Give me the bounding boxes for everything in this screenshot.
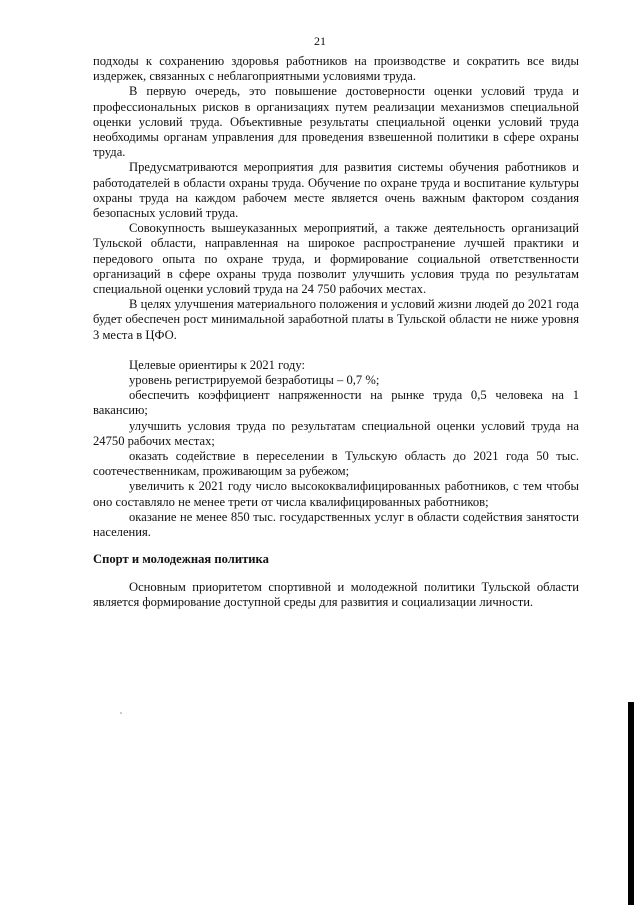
page-number: 21 bbox=[314, 34, 326, 48]
target-item: уровень регистрируемой безработицы – 0,7 %; bbox=[129, 373, 380, 388]
target-item: увеличить к 2021 году число высококвалифицированных работников, с тем чтобы оно составляло не менее трети от числа квалифицированных работников; bbox=[93, 479, 579, 509]
target-item: обеспечить коэффициент напряженности на рынке труда 0,5 человека на 1 вакансию; bbox=[93, 388, 579, 418]
target-item: оказать содействие в переселении в Тульскую область до 2021 года 50 тыс. соотечественникам, проживающим за рубежом; bbox=[93, 449, 579, 479]
targets-heading: Целевые ориентиры к 2021 году: bbox=[129, 357, 305, 372]
target-item: оказание не менее 850 тыс. государственных услуг в области содействия занятости населения. bbox=[93, 509, 579, 540]
scan-edge-bar bbox=[628, 702, 634, 905]
paragraph-summary: Совокупность вышеуказанных мероприятий, а также деятельность организаций Тульской области, направленная на широкое распространение лучшей практики и передового опыта по охране труда, и формирование социальной ответственности организаций в сфере охраны труда позволит улучшить условия труда по результатам специальной оценки условий труда на 24 750 рабочих местах. bbox=[93, 221, 579, 297]
paragraph-training: Предусматриваются мероприятия для развития системы обучения работников и работодателей в области охраны труда. Обучение по охране труда и воспитание культуры охраны труда на каждом рабочем месте является очень важным фактором создания безопасных условий труда. bbox=[93, 160, 579, 221]
scan-speck bbox=[120, 712, 122, 714]
section-heading: Спорт и молодежная политика bbox=[93, 552, 269, 567]
page-content bbox=[93, 54, 579, 610]
section-paragraph: Основным приоритетом спортивной и молодежной политики Тульской области является формирование доступной среды для развития и социализации личности. bbox=[93, 579, 579, 609]
target-item: улучшить условия труда по результатам специальной оценки условий труда на 24750 рабочих местах; bbox=[93, 418, 579, 448]
paragraph-assessment: В первую очередь, это повышение достоверности оценки условий труда и профессиональных рисков в организациях путем реализации механизмов специальной оценки условий труда. Объективные результаты специальной оценки условий труда необходимы органам управления для проведения взвешенной политики в сфере охраны труда. bbox=[93, 84, 579, 160]
paragraph-wages: В целях улучшения материального положения и условий жизни людей до 2021 года будет обеспечен рост минимальной заработной платы в Тульской области не ниже уровня 3 места в ЦФО. bbox=[93, 297, 579, 342]
paragraph-continuation: подходы к сохранению здоровья работников на производстве и сократить все виды издержек, связанных с неблагоприятными условиями труда. bbox=[93, 54, 579, 84]
